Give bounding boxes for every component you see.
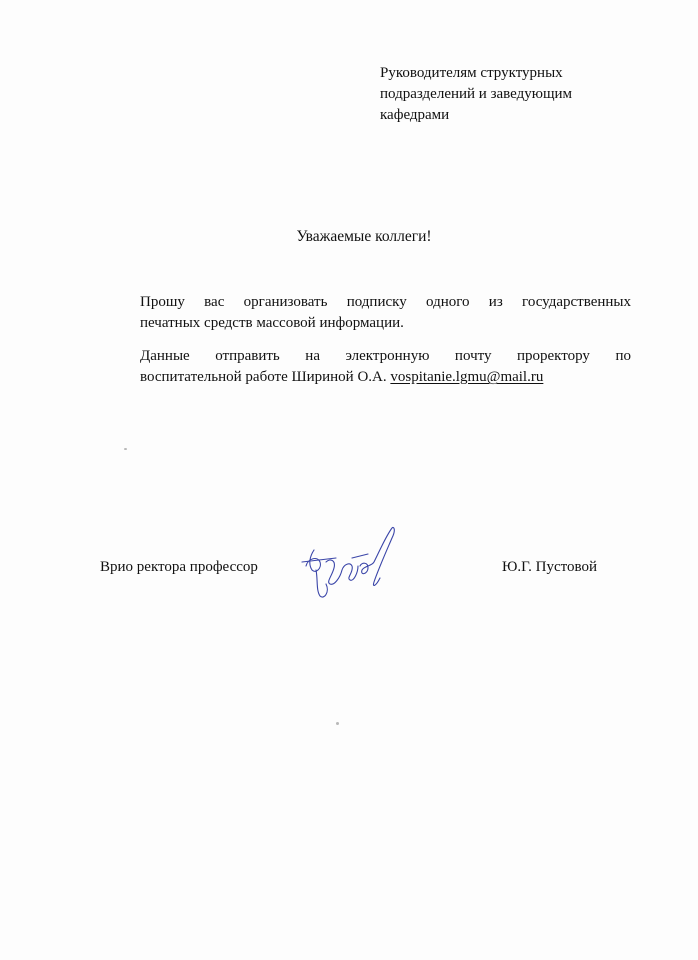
paragraph-request bbox=[100, 292, 631, 334]
scan-speck bbox=[124, 448, 127, 450]
email-link[interactable]: vospitanie.lgmu@mail.ru bbox=[390, 369, 544, 385]
paragraph-line: Прошу вас организовать подписку одного из государственных bbox=[140, 294, 631, 310]
addressee-line: Руководителям структурных bbox=[380, 65, 563, 81]
signatory-name: Ю.Г. Пустовой bbox=[502, 559, 598, 575]
letter-body bbox=[100, 292, 631, 400]
scan-speck bbox=[336, 722, 339, 725]
paragraph-line: печатных средств массовой информации. bbox=[140, 315, 404, 331]
signatory-title: Врио ректора профессор bbox=[100, 559, 258, 575]
addressee-block bbox=[380, 63, 610, 126]
addressee-line: подразделений и заведующим bbox=[380, 86, 573, 102]
handwritten-signature bbox=[296, 522, 406, 602]
paragraph-line-with-email bbox=[100, 367, 631, 388]
addressee-line: кафедрами bbox=[380, 107, 450, 123]
paragraph-instructions bbox=[100, 346, 631, 388]
greeting: Уважаемые коллеги! bbox=[296, 228, 432, 245]
paragraph-line: Данные отправить на электронную почту проректору по bbox=[140, 348, 631, 364]
paragraph-text: воспитательной работе Шириной О.А. bbox=[140, 369, 387, 385]
